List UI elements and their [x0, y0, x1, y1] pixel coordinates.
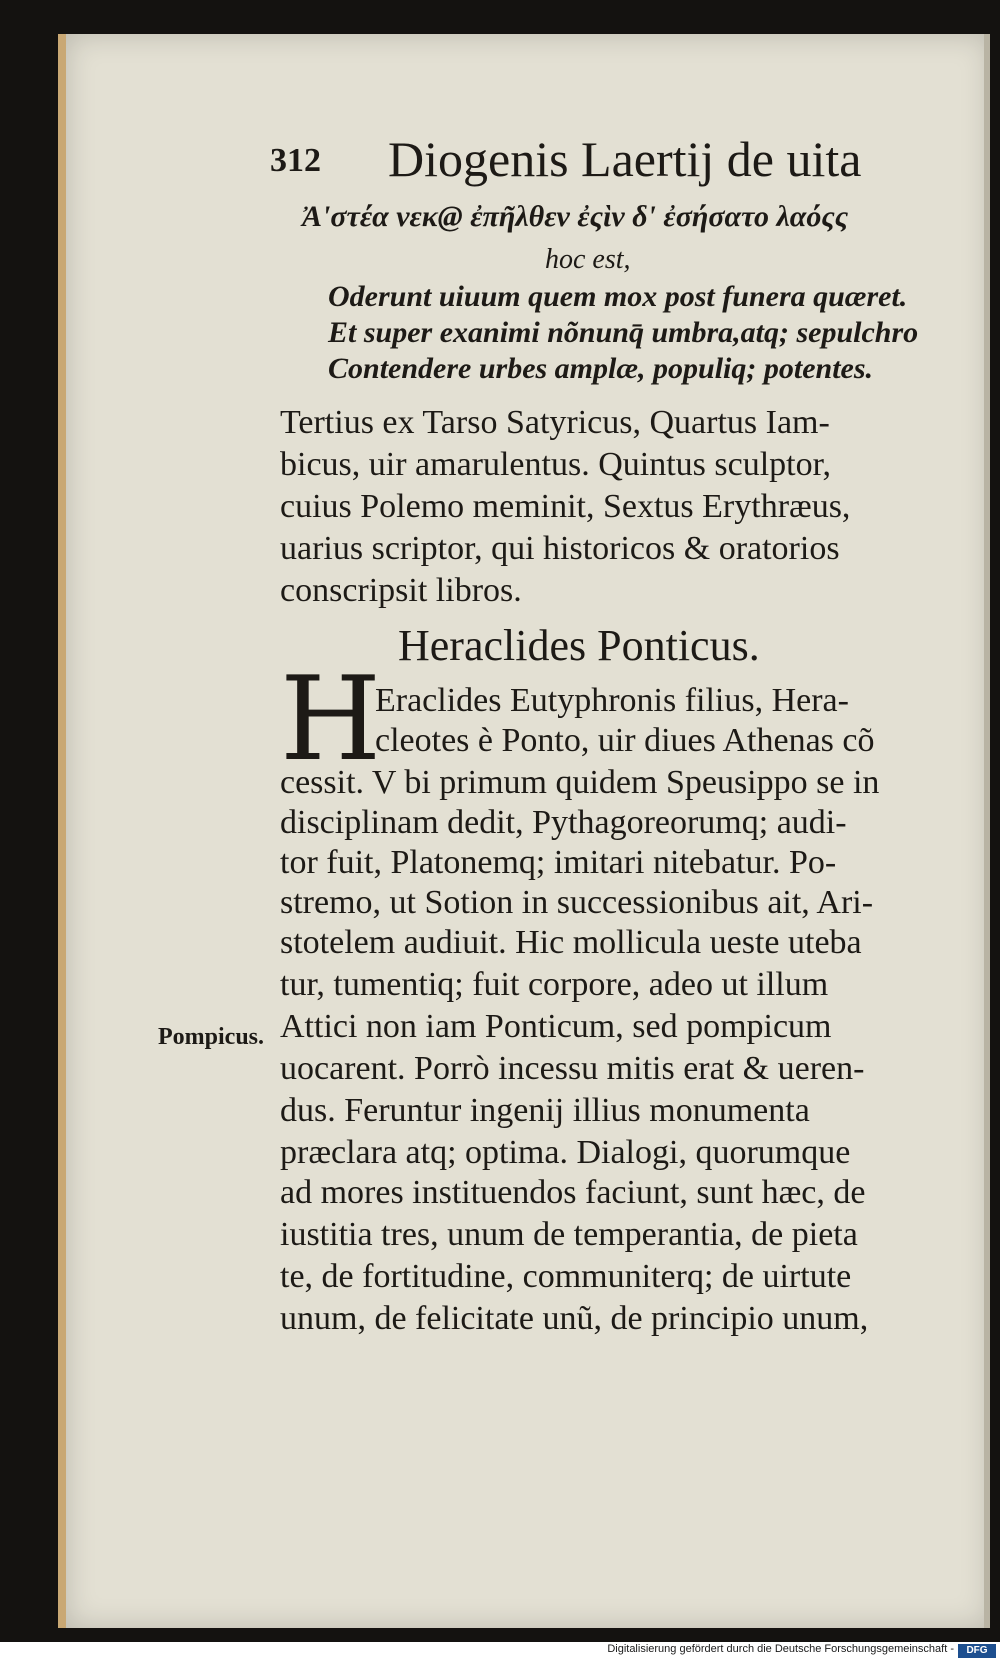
text-line: uocarent. Porrò incessu mitis erat & ueren-	[280, 1050, 865, 1087]
text-line: dus. Feruntur ingenij illius monumenta	[280, 1092, 810, 1129]
text-line: stotelem audiuit. Hic mollicula ueste uteba	[280, 924, 862, 961]
text-line: ad mores instituendos faciunt, sunt hæc, de	[280, 1174, 866, 1211]
digitization-credit: Digitalisierung gefördert durch die Deutsche Forschungsgemeinschaft -	[607, 1643, 954, 1655]
marginal-note: Pompicus.	[158, 1024, 265, 1050]
text-line: uarius scriptor, qui historicos & oratorios	[280, 530, 840, 567]
verse-line: Et super exanimi nõnunq̄ umbra,atq; sepulchro	[328, 316, 919, 349]
text-line: cessit. V bi primum quidem Speusippo se in	[280, 764, 880, 801]
text-line: bicus, uir amarulentus. Quintus sculptor,	[280, 446, 832, 483]
text-line: cuius Polemo meminit, Sextus Erythræus,	[280, 488, 851, 525]
text-line: tor fuit, Platonemq; imitari nitebatur. Po-	[280, 844, 837, 881]
folio-number: 312	[270, 142, 321, 179]
verse-line: Oderunt uiuum quem mox post funera quæret.	[328, 280, 908, 313]
verse-line: Contendere urbes amplæ, populiq; potentes.	[328, 352, 874, 385]
dfg-logo: DFG	[958, 1644, 996, 1658]
drop-cap: H	[280, 652, 382, 787]
text-line: Attici non iam Ponticum, sed pompicum	[280, 1008, 832, 1045]
text-line: præclara atq; optima. Dialogi, quorumque	[280, 1134, 851, 1171]
greek-verse-line: Ἀ'στέα νεκ@ ἐπῆλθεν ἐςὶν δ' ἐσήσατο λαόςς	[302, 200, 849, 233]
text-line: conscripsit libros.	[280, 572, 522, 609]
text-line: Eraclides Eutyphronis filius, Hera-	[375, 682, 849, 719]
text-line: tur, tumentiq; fuit corpore, adeo ut illum	[280, 966, 829, 1003]
running-title: Diogenis Laertij de uita	[388, 131, 862, 187]
text-line: unum, de felicitate unũ, de principio unum,	[280, 1300, 869, 1337]
hoc-est-label: hoc est,	[545, 244, 631, 275]
section-heading: Heraclides Ponticus.	[398, 621, 760, 670]
page-header	[270, 130, 870, 190]
text-line: iustitia tres, unum de temperantia, de pieta	[280, 1216, 858, 1253]
text-line: Tertius ex Tarso Satyricus, Quartus Iam-	[280, 404, 830, 441]
text-line: cleotes è Ponto, uir diues Athenas cõ	[375, 722, 875, 759]
text-line: stremo, ut Sotion in successionibus ait, Ari-	[280, 884, 874, 921]
text-line: disciplinam dedit, Pythagoreorumq; audi-	[280, 804, 847, 841]
text-line: te, de fortitudine, communiterq; de uirtute	[280, 1258, 852, 1295]
page-edge	[984, 34, 990, 1628]
